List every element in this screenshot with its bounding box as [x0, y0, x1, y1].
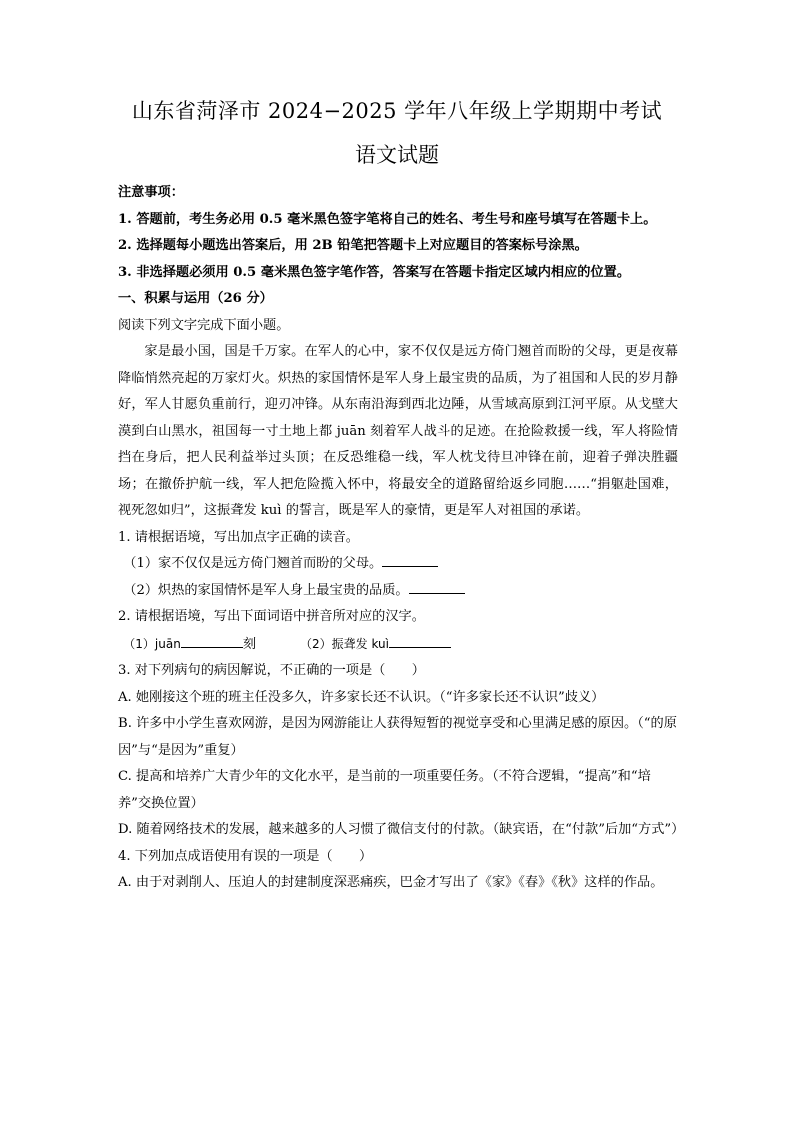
answer-blank	[409, 581, 465, 594]
question-3-option-c: C. 提高和培养广大青少年的文化水平，是当前的一项重要任务。（不符合逻辑，“提高”和“培养”交换位置）	[118, 769, 651, 811]
question-1a	[118, 551, 678, 578]
answer-blank	[382, 554, 438, 567]
question-4-option-a: A. 由于对剥削人、压迫人的封建制度深恶痛疾，巴金才写出了《家》《春》《秋》这样的作品。	[118, 875, 664, 890]
question-1-stem: 1. 请根据语境，写出加点字正确的读音。	[118, 529, 359, 545]
question-1a-text: （1）家不仅仅是远方倚门翘首而盼的父母。	[123, 556, 383, 571]
reading-passage: 家是最小国，国是千万家。在军人的心中，家不仅仅是远方倚门翘首而盼的父母，更是夜幕降临悄然亮起的万家灯火。炽热的家国情怀是军人身上最宝贵的品质，为了祖国和人民的岁月静好，军人甘愿负重前行，迎刃冲锋。从东南沿海到西北边陲，从雪域高原到江河平原。从戈壁大漠到白山黑水，祖国每一寸土地上都 juān 刻着军人战斗的足迹。在抢险救援一线，军人将险情挡在身后，把人民利益举过头顶；在反恐维稳一线，军人枕戈待旦冲锋在前，迎着子弹决胜疆场；在撤侨护航一线，军人把危险揽入怀中，将最安全的道路留给返乡同胞……“捐躯赴国难，视死忽如归”，这振聋发 kuì 的誓言，既是军人的豪情，更是军人对祖国的承诺。	[118, 344, 678, 518]
page-title: 山东省菏泽市 2024−2025 学年八年级上学期期中考试	[131, 99, 663, 123]
question-2-items	[118, 631, 678, 659]
page-subtitle: 语文试题	[355, 143, 439, 167]
note-item: 2. 选择题每小题选出答案后，用 2B 铅笔把答题卡上对应题目的答案标号涂黑。	[118, 238, 588, 253]
question-3-option-a: A. 她刚接这个班的班主任没多久，许多家长还不认识。（“许多家长还不认识”歧义）	[118, 689, 605, 705]
answer-blank	[181, 635, 243, 648]
question-3-stem: 3. 对下列病句的病因解说，不正确的一项是（ ）	[118, 663, 425, 678]
answer-blank	[389, 635, 451, 648]
question-1b-text: （2）炽热的家国情怀是军人身上最宝贵的品质。	[123, 582, 409, 598]
question-2-stem: 2. 请根据语境，写出下面词语中拼音所对应的汉字。	[118, 609, 425, 624]
question-2a-suffix: 刻	[242, 636, 256, 652]
note-item: 1. 答题前，考生务必用 0.5 毫米黑色签字笔将自己的姓名、考生号和座号填写在答题卡上。	[118, 211, 657, 227]
question-2a-prefix: （1）juān	[123, 636, 181, 651]
question-2b-prefix: （2）振聋发 kuì	[300, 636, 389, 651]
section-intro: 阅读下列文字完成下面小题。	[118, 317, 290, 333]
question-1b	[118, 578, 678, 605]
question-3-option-b: B. 许多中小学生喜欢网游，是因为网游能让人获得短暂的视觉享受和心里满足感的原因。（“的原因”与“是因为”重复）	[118, 716, 677, 758]
section-heading: 一、积累与运用（26 分）	[118, 291, 273, 306]
question-3-option-d: D. 随着网络技术的发展，越来越多的人习惯了微信支付的付款。（缺宾语，在“付款”后加“方式”）	[118, 822, 685, 837]
note-item: 3. 非选择题必须用 0.5 毫米黑色签字笔作答，答案写在答题卡指定区域内相应的位置。	[118, 264, 631, 280]
exam-content	[118, 180, 685, 897]
question-4-stem: 4. 下列加点成语使用有误的一项是（ ）	[118, 848, 373, 864]
notes-heading: 注意事项：	[118, 185, 184, 200]
